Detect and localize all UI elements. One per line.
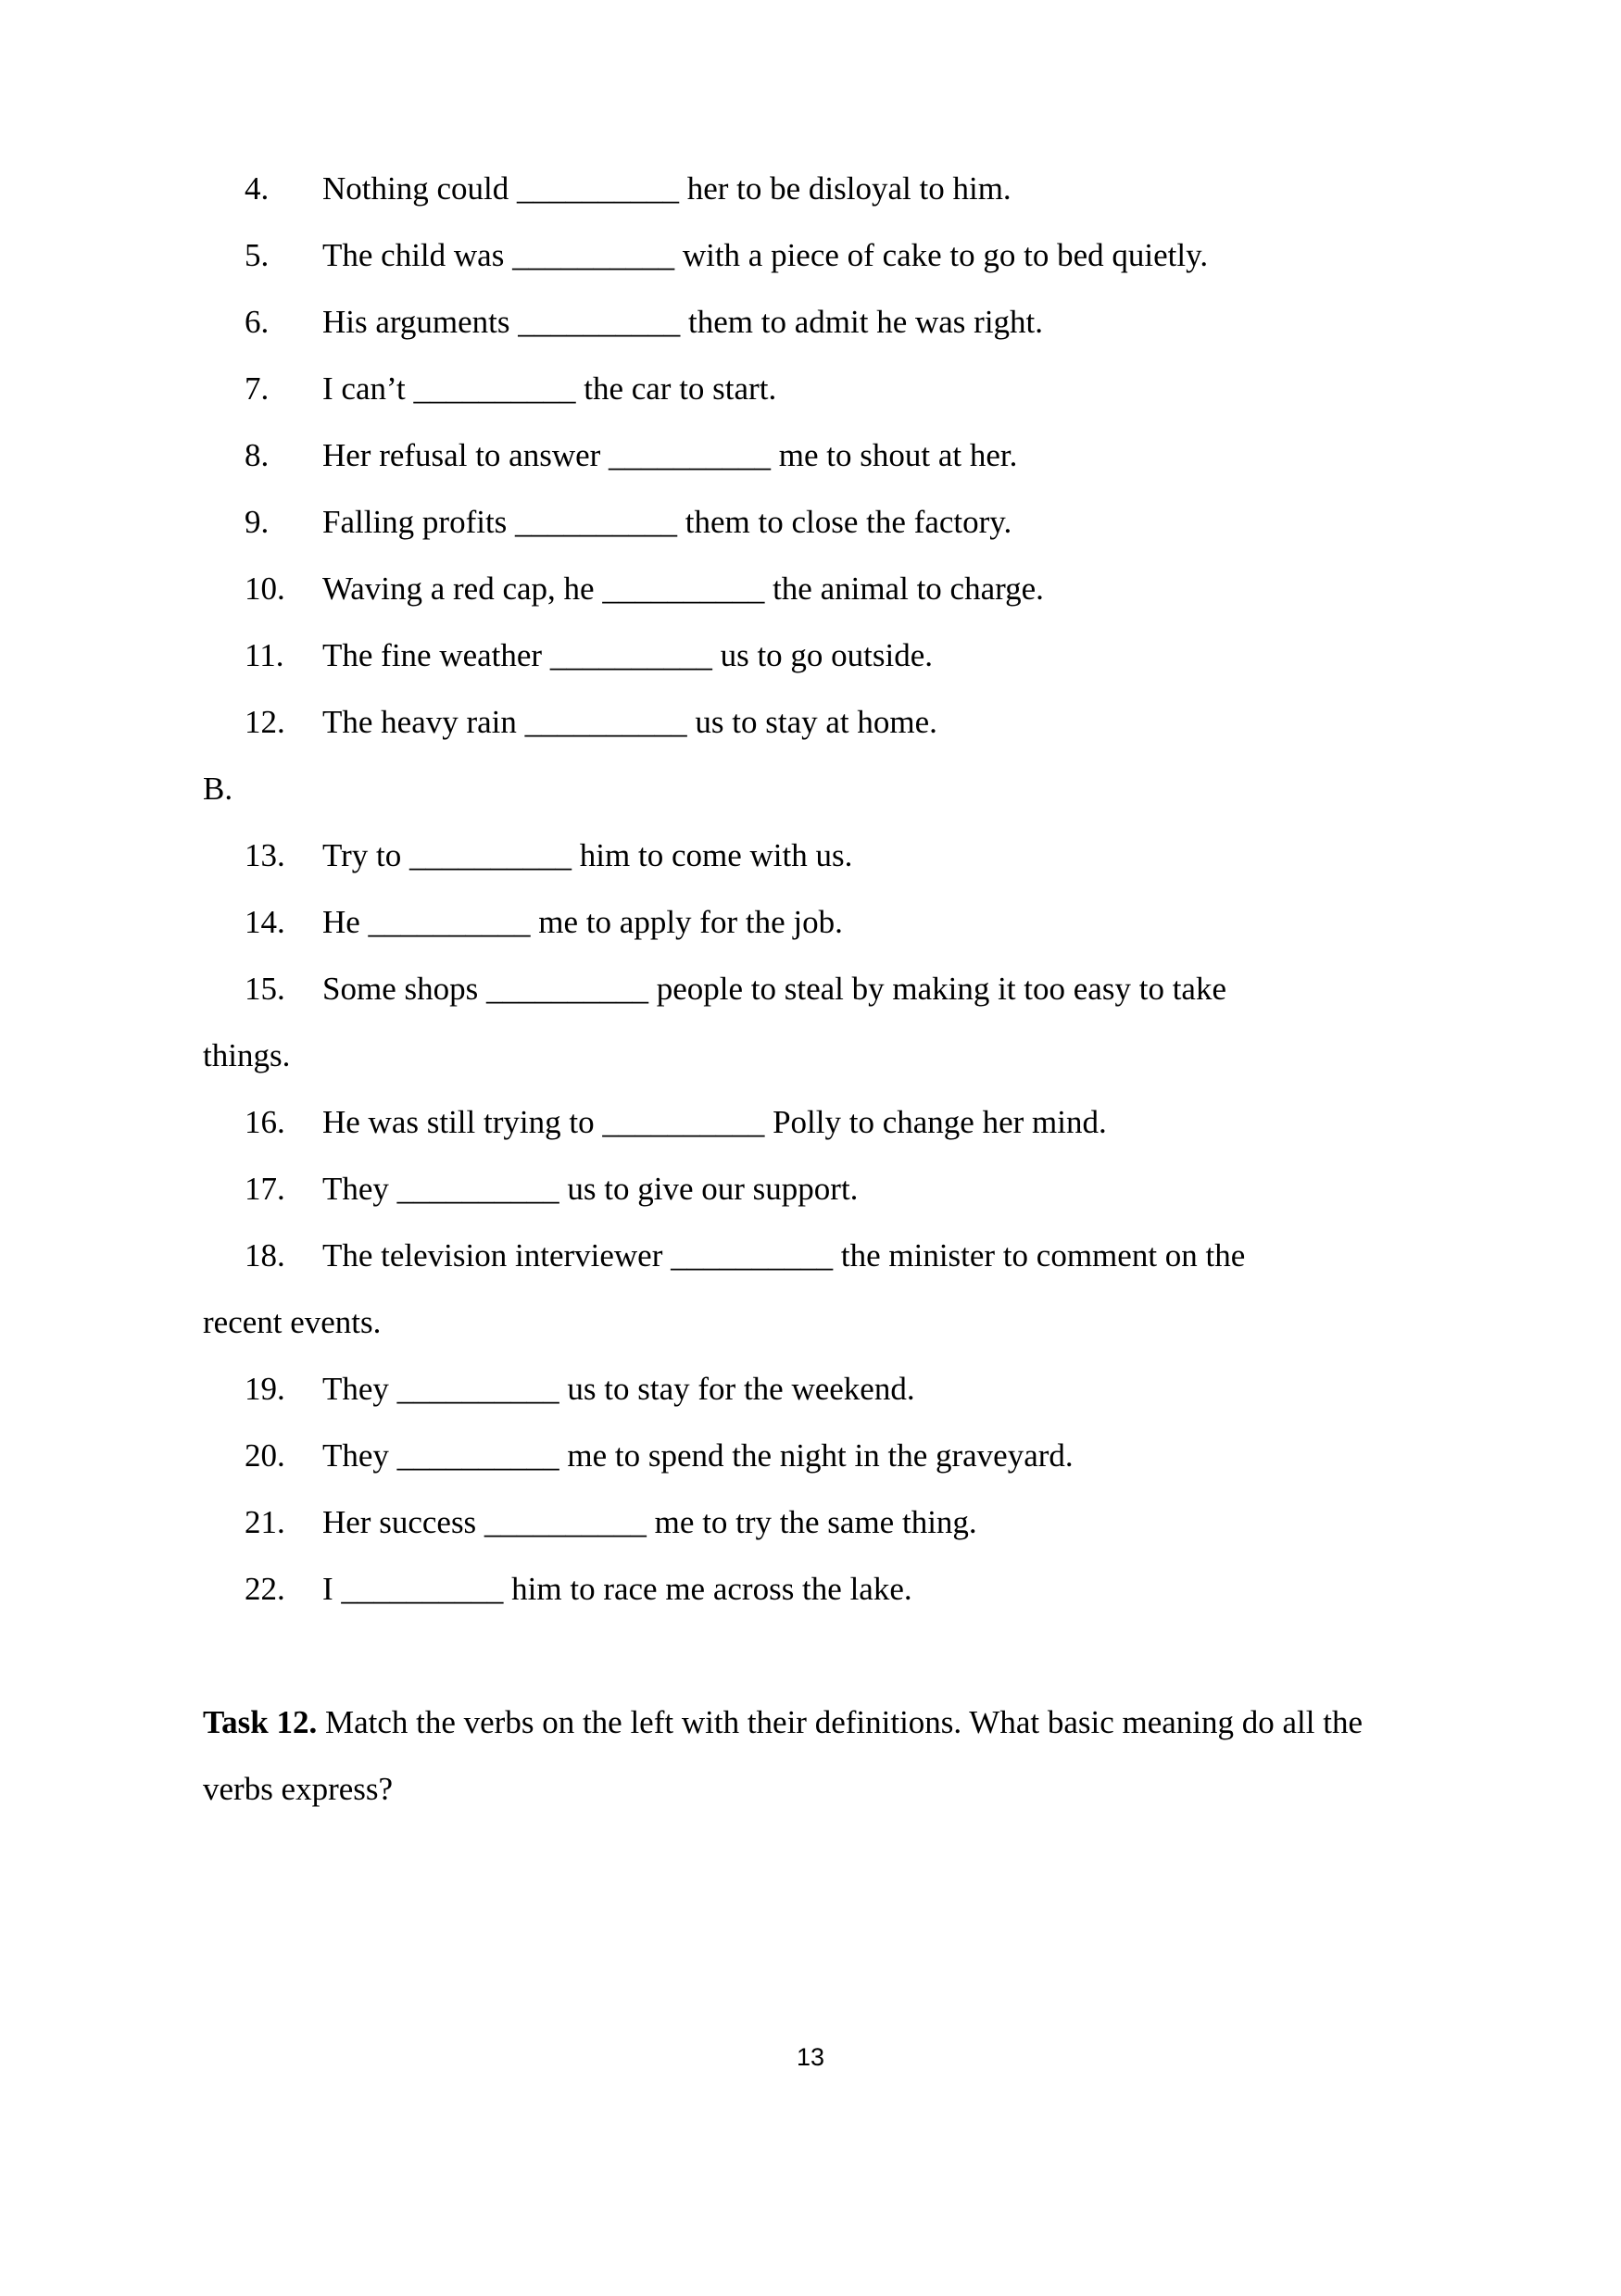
item-number: 15.: [245, 971, 285, 1007]
item-text: Try to __________ him to come with us.: [322, 837, 853, 873]
item-number: 6.: [245, 304, 270, 340]
exercise-item: [203, 822, 1418, 889]
item-text: I can’t __________ the car to start.: [322, 370, 777, 407]
exercise-item: [203, 556, 1418, 622]
item-text: Waving a red cap, he __________ the animal to charge.: [322, 571, 1044, 607]
item-text: The heavy rain __________ us to stay at home.: [322, 704, 937, 740]
item-number: 16.: [245, 1104, 285, 1140]
item-number: 18.: [245, 1237, 285, 1273]
item-text: He __________ me to apply for the job.: [322, 904, 843, 940]
item-text: They __________ us to give our support.: [322, 1171, 859, 1207]
blank-line: [203, 1623, 1418, 1689]
exercise-item: [203, 1556, 1418, 1623]
task-label: Task 12.: [203, 1704, 318, 1740]
exercise-item: [203, 622, 1418, 689]
exercise-item: [203, 889, 1418, 956]
exercise-item: [203, 1423, 1418, 1489]
exercise-item: [203, 956, 1418, 1023]
section-b-label: B.: [203, 771, 233, 807]
item-text: I __________ him to race me across the lake.: [322, 1571, 912, 1607]
item-text: Some shops __________ people to steal by making it too easy to take: [322, 971, 1226, 1007]
item-text: Falling profits __________ them to close the factory.: [322, 504, 1012, 540]
task-paragraph: [203, 1689, 1418, 1823]
item-number: 9.: [245, 504, 270, 540]
exercise-item: [203, 422, 1418, 489]
item-number: 12.: [245, 704, 285, 740]
item-text: He was still trying to __________ Polly to change her mind.: [322, 1104, 1107, 1140]
item-number: 7.: [245, 370, 270, 407]
item-number: 19.: [245, 1371, 285, 1407]
exercise-item: [203, 356, 1418, 422]
exercise-item: [203, 1489, 1418, 1556]
exercise-item: [203, 289, 1418, 356]
item-text: His arguments __________ them to admit he was right.: [322, 304, 1044, 340]
exercise-item: [203, 1156, 1418, 1223]
item-text: The child was __________ with a piece of cake to go to bed quietly.: [322, 237, 1209, 273]
item-number: 4.: [245, 170, 270, 207]
item-text: The fine weather __________ us to go outside.: [322, 637, 934, 673]
exercise-item: [203, 1356, 1418, 1423]
exercise-item: [203, 222, 1418, 289]
item-text: Her refusal to answer __________ me to shout at her.: [322, 437, 1018, 473]
item-text: They __________ us to stay for the weekend.: [322, 1371, 915, 1407]
item-number: 20.: [245, 1437, 285, 1474]
item-number: 10.: [245, 571, 285, 607]
exercise-item: [203, 1089, 1418, 1156]
item-number: 21.: [245, 1504, 285, 1540]
item-text: Nothing could __________ her to be disloyal to him.: [322, 170, 1012, 207]
item-text: They __________ me to spend the night in the graveyard.: [322, 1437, 1074, 1474]
item-number: 8.: [245, 437, 270, 473]
item-number: 13.: [245, 837, 285, 873]
item-number: 5.: [245, 237, 270, 273]
item-number: 17.: [245, 1171, 285, 1207]
item-number: 22.: [245, 1571, 285, 1607]
item-text: Her success __________ me to try the same thing.: [322, 1504, 977, 1540]
exercise-item: [203, 689, 1418, 756]
exercise-item: [203, 156, 1418, 222]
task-text: Match the verbs on the left with their definitions. What basic meaning do all the verbs express?: [203, 1704, 1363, 1807]
page-content: [203, 156, 1418, 1823]
item-number: 11.: [245, 637, 284, 673]
item-text: The television interviewer __________ the minister to comment on the: [322, 1237, 1246, 1273]
item-continuation: recent events.: [203, 1304, 382, 1340]
item-continuation: things.: [203, 1037, 291, 1073]
item-number: 14.: [245, 904, 285, 940]
exercise-item: [203, 1223, 1418, 1289]
exercise-item: [203, 489, 1418, 556]
page-number: 13: [796, 2043, 825, 2071]
